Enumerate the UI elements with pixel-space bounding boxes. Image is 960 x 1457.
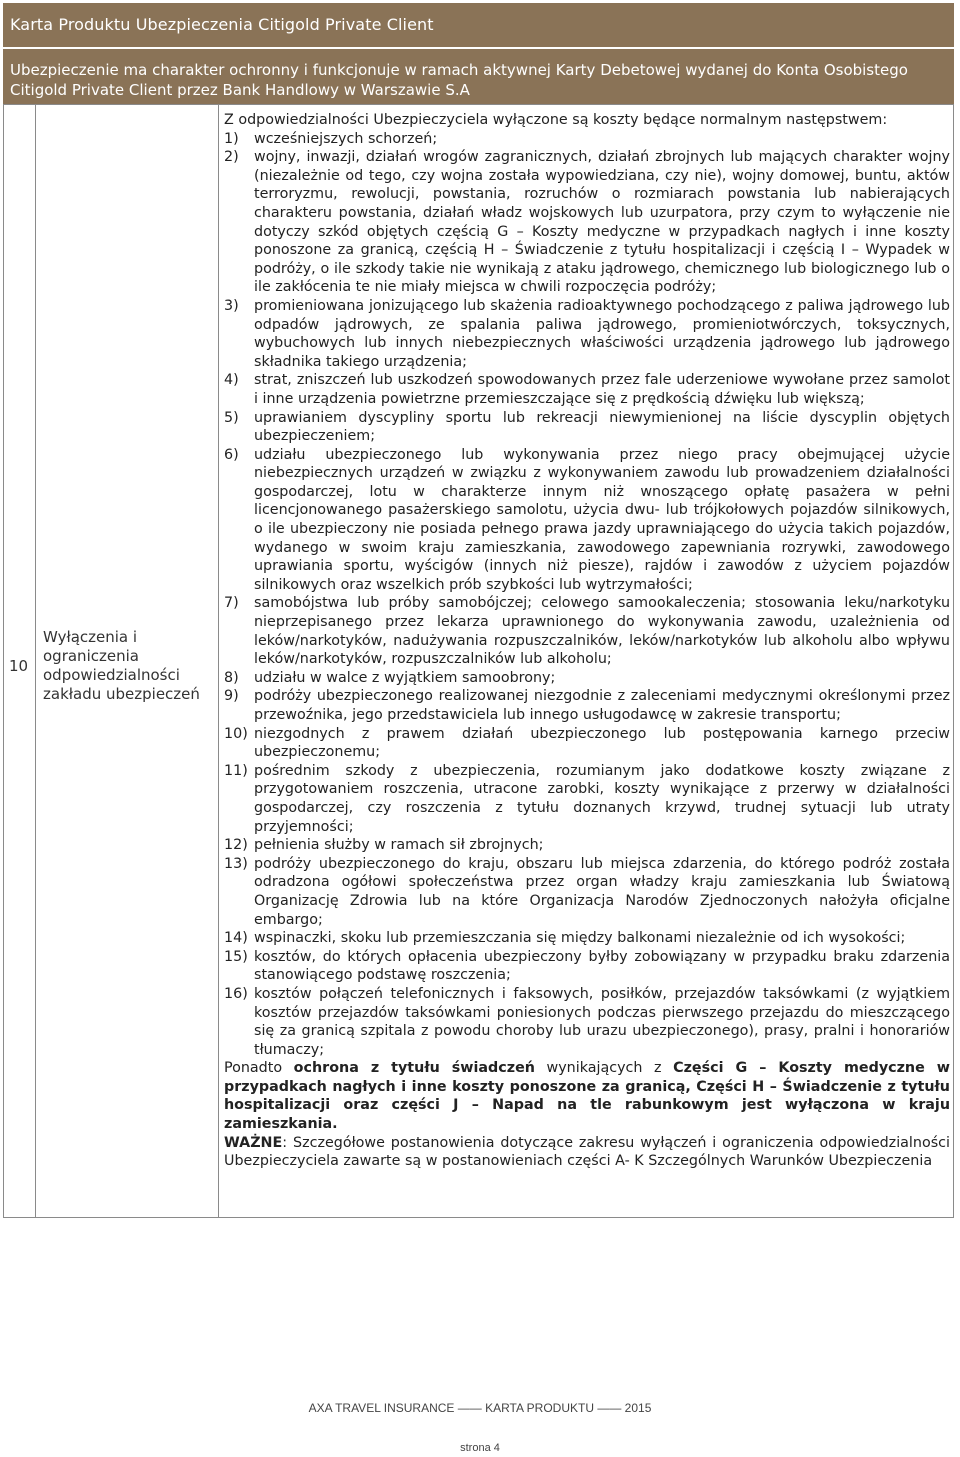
row-number: 10	[9, 657, 29, 675]
exclusion-item-text: wcześniejszych schorzeń;	[254, 130, 438, 147]
additional-exclusion-prefix: Ponadto	[224, 1060, 294, 1077]
exclusion-item-text: kosztów połączeń telefonicznych i faksowych, posiłków, przejazdów taksówkami (z wyjątkiem kosztów przejazdów taksówkami poniesionych podczas pierwszego przejazdu do mieszczącego się za granicą szpitala z powodu choroby lub urazu ubezpieczonego), prasy, pralni i honorariów tłumaczy;	[254, 985, 950, 1058]
exclusion-item	[224, 948, 950, 985]
exclusion-item-number: 8)	[224, 669, 239, 686]
exclusion-item	[224, 725, 950, 762]
exclusion-item-number: 3)	[224, 297, 239, 314]
row-label: Wyłączenia i ograniczenia odpowiedzialności zakładu ubezpieczeń	[43, 628, 200, 703]
additional-exclusion-bold: ochrona z tytułu świadczeń	[293, 1060, 535, 1077]
exclusion-item-text: podróży ubezpieczonego realizowanej niezgodnie z zaleceniami medycznymi określonymi przez przewoźnika, jego przedstawiciela lub innego usługodawcę w zakresie transportu;	[254, 688, 950, 723]
exclusion-item	[224, 762, 950, 836]
exclusion-item-number: 6)	[224, 446, 239, 463]
exclusion-item-number: 1)	[224, 130, 239, 147]
exclusion-item-number: 11)	[224, 762, 248, 779]
exclusion-item-text: pełnienia służby w ramach sił zbrojnych;	[254, 837, 544, 854]
exclusion-item	[224, 985, 950, 1059]
exclusions-list	[224, 130, 950, 1060]
important-note-text: : Szczegółowe postanowienia dotyczące zakresu wyłączeń i ograniczenia odpowiedzialności Ubezpieczyciela zawarte są w postanowieniach części A- K Szczególnych Warunków Ubezpieczenia	[224, 1134, 950, 1170]
exclusions-intro: Z odpowiedzialności Ubezpieczyciela wyłączone są koszty będące normalnym następstwem:	[224, 112, 888, 128]
exclusion-item-number: 10)	[224, 725, 248, 742]
exclusion-item-text: promieniowana jonizującego lub skażenia radioaktywnego pochodzącego z paliwa jądrowego lub odpadów jądrowych, ze spalania paliwa jądrowego, promieniotwórczych, toksycznych, wybuchowych lub innych niebezpiecznych właściwości urządzenia jądrowego lub jądrowego składnika takiego urządzenia;	[254, 297, 950, 370]
exclusion-item-text: wojny, inwazji, działań wrogów zagranicznych, działań zbrojnych lub mających charakter wojny (niezależnie od tego, czy wojna została wypowiedziana, czy nie), wojny domowej, buntu, aktów terroryzmu, rewolucji, powstania, rozruchów o rozmiarach powstania lub nabierających charakteru powstania, działań władz wojskowych lub uzurpatora, przy czym to wyłączenie nie dotyczy szkód objętych częścią G – Koszty medyczne w przypadkach nagłych i inne koszty ponoszone za granicą, częścią H – Świadczenie z tytułu hospitalizacji i częścią I – Wypadek w podróży, o ile szkody takie nie wynikają z ataku jądrowego, chemicznego lub biologicznego lub o ile zakłócenia te nie miały miejsca w chwili rozpoczęcia podróży;	[254, 149, 950, 296]
exclusion-item	[224, 929, 950, 948]
header-banner	[3, 3, 954, 105]
exclusion-item-text: kosztów, do których opłacenia ubezpieczony byłby zobowiązany w przypadku braku zdarzenia stanowiącego podstawę roszczenia;	[254, 948, 950, 984]
exclusion-item-text: niezgodnych z prawem działań ubezpieczonego lub postępowania karnego przeciw ubezpieczonemu;	[254, 725, 950, 761]
exclusions-table	[3, 104, 954, 1218]
document-subtitle: Ubezpieczenie ma charakter ochronny i funkcjonuje w ramach aktywnej Karty Debetowej wydanej do Konta Osobistego Citigold Private Client przez Bank Handlowy w Warszawie S.A	[10, 61, 908, 99]
exclusion-item-number: 5)	[224, 409, 239, 426]
exclusion-item-text: podróży ubezpieczonego do kraju, obszaru lub miejsca zdarzenia, do którego podróż została odradzona ogółowi społeczeństwa przez organ władzy kraju zamieszkania lub Światową Organizację Zdrowia lub na które Organizacja Narodów Zjednoczonych nałożyła oficjalne embargo;	[254, 855, 950, 928]
exclusion-item	[224, 409, 950, 446]
exclusion-item-text: udziału w walce z wyjątkiem samoobrony;	[254, 669, 556, 686]
page-number: strona 4	[460, 1442, 500, 1454]
exclusion-item-number: 2)	[224, 149, 239, 166]
exclusion-item-text: wspinaczki, skoku lub przemieszczania się między balkonami niezależnie od ich wysokości;	[254, 930, 906, 947]
document-title: Karta Produktu Ubezpieczenia Citigold Private Client	[10, 15, 434, 34]
footer-line: AXA TRAVEL INSURANCE —— KARTA PRODUKTU —— 2015	[308, 1401, 652, 1415]
exclusion-item	[224, 855, 950, 929]
exclusion-item-number: 4)	[224, 372, 239, 389]
exclusion-item	[224, 130, 950, 149]
important-note	[224, 1134, 950, 1171]
exclusion-item-text: samobójstwa lub próby samobójczej; celowego samookaleczenia; stosowania leku/narkotyku nieprzepisanego przez lekarza uprawnionego do wykonywania zawodu, uzależnienia od leków/narkotyków, nadużywania rozpuszczalników, leków/narkotyków lub alkoholu albo wpływu leków/narkotyków, rozpuszczalników lub alkoholu;	[254, 595, 950, 668]
exclusion-item-text: udziału ubezpieczonego lub wykonywania przez niego pracy obejmującej użycie niebezpiecznych urządzeń w związku z wykonywaniem zawodu lub prowadzeniem działalności gospodarczej, lotu w charakterze innym niż wnoszącego opłatę pasażera w pełni licencjonowanego pasażerskiego samolotu, użycia dwu- lub trójkołowych pojazdów silnikowych, o ile ubezpieczony nie posiada pełnego prawa jazdy uprawniającego do użycia takich pojazdów, wydanego w swoim kraju zamieszkania, zawodowego zapewniania rozrywki, zawodowego uprawiania sportu, wyścigów (innych niż piesze), rajdów i zawodów z użyciem pojazdów silnikowych oraz wszelkich prób szybkości lub wytrzymałości;	[254, 446, 950, 593]
exclusion-item-text: strat, zniszczeń lub uszkodzeń spowodowanych przez fale uderzeniowe wywołane przez samolot i inne urządzenia powietrzne przemieszczające się z prędkością dźwięku lub większą;	[254, 372, 950, 407]
header-divider	[3, 47, 954, 49]
exclusion-item-text: pośrednim szkody z ubezpieczenia, rozumianym jako dodatkowe koszty związane z przygotowaniem roszczenia, utracone zarobki, koszty wynikające z przerwy w działalności gospodarczej, czy roszczenia z tytułu doznanych krzywd, trudnej sytuacji lub utraty przyjemności;	[254, 762, 950, 835]
exclusion-item-number: 14)	[224, 930, 248, 947]
exclusion-item-text: uprawianiem dyscypliny sportu lub rekreacji niewymienionej na liście dyscyplin objętych ubezpieczeniem;	[254, 409, 950, 445]
exclusion-item	[224, 687, 950, 724]
row-content	[224, 111, 950, 1171]
exclusion-item	[224, 371, 950, 408]
exclusion-item-number: 12)	[224, 837, 248, 854]
exclusion-item-number: 7)	[224, 595, 239, 612]
exclusion-item-number: 16)	[224, 985, 248, 1002]
column-divider	[35, 105, 36, 1217]
exclusion-item	[224, 594, 950, 668]
exclusion-item-number: 15)	[224, 948, 248, 965]
column-divider	[218, 105, 219, 1217]
additional-exclusion-parts: Części G – Koszty medyczne w przypadkach nagłych i inne koszty ponoszone za granicą, Części H – Świadczenie z tytułu hospitalizacji oraz części J – Napad na tle rabunkowym jest wyłączona w kraju zamieszkania.	[224, 1060, 951, 1133]
additional-exclusion-mid: wynikających z	[534, 1060, 674, 1077]
exclusion-item-number: 13)	[224, 855, 248, 872]
exclusion-item	[224, 297, 950, 371]
exclusion-item	[224, 446, 950, 595]
exclusion-item	[224, 669, 950, 688]
exclusion-item-number: 9)	[224, 688, 239, 705]
exclusion-item	[224, 836, 950, 855]
important-note-label: WAŻNE	[224, 1134, 283, 1151]
exclusion-item	[224, 148, 950, 297]
additional-exclusion	[224, 1059, 950, 1133]
